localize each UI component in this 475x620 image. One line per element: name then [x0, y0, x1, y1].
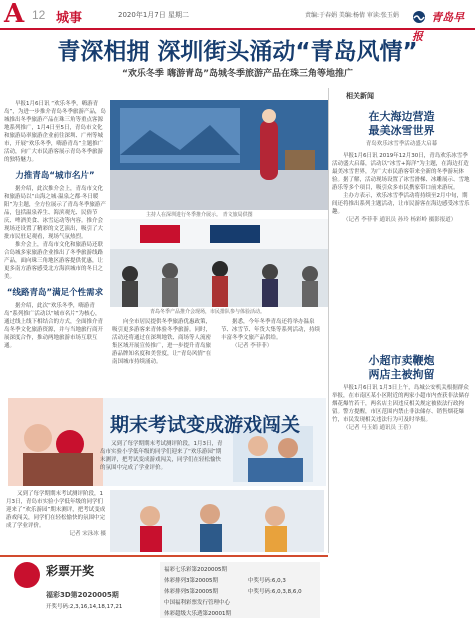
lottery-row-5: 体彩超级大乐透第20001期 [164, 611, 231, 617]
lottery-numbers-3: 中奖号码:6,0,3,8,6,0 [248, 589, 302, 595]
lottery-row-1: 福彩七乐彩第2020005期 [164, 567, 227, 573]
lottery-row-4: 中国福利彩票发行管理中心 [164, 600, 231, 606]
small-news-title-line2: 两店主被拘留 [368, 368, 435, 381]
related-title-line1: 在大海边营造 [368, 110, 435, 123]
related-news-label: 相关新闻 [346, 92, 374, 100]
presenter-photo [110, 100, 328, 210]
event-crowd-icon [110, 219, 328, 307]
newspaper-name: 青岛早报 [412, 11, 465, 43]
article-lead: 早报1月6日讯 “欢乐冬季，嗨游青岛”，为进一步推介青岛冬季旅游产品，岛城推出冬季旅游产品在珠三角等重点客源地系列推广，1月4日至5日，青岛市文化和旅游局率旅游企业前往深圳、广州等城市，开展“欢乐冬季，嗨游青岛”主题推广活动，向广大市民游客展示青岛冬季旅游的独特魅力。 [4, 101, 106, 163]
lottery-title: 彩票开奖 [46, 564, 95, 578]
exam-photo [110, 490, 324, 552]
small-news-body [332, 384, 472, 554]
middle-signature: （记者 李菲菲） [232, 343, 273, 349]
photo-top-caption: 主持人在深圳进行冬季推介展示。 青文旅局供图 [146, 212, 253, 218]
column-divider [328, 88, 329, 553]
photo-mid-caption: 青岛冬季产品推介会现场，市民排队参与体验活动。 [150, 309, 266, 315]
middle-body-2: 据悉，今年冬季青岛还将举办温泉节、冰雪节、年货大集等系列活动，持续丰富冬季文旅产品供给。 [221, 319, 321, 341]
left-article-column [4, 100, 106, 400]
article-subtitle-1: 力推青岛“城市名片” [15, 171, 95, 181]
exam-body: 又到了每学期期末考试测评阶段，1月3日，青岛市实验小学低年级的同学们迎来了“欢乐游园”期末测评，把考试变成游戏闯关，同学们在轻松愉快的氛围中完成了学业评价。 [6, 491, 106, 529]
editor-credits: 责编:于春娟 美编:杨倩 审读:张玉娟 [305, 12, 399, 19]
section-letter: A [4, 0, 25, 29]
lottery-logo-icon [14, 562, 40, 588]
middle-article-columns [112, 318, 324, 390]
middle-body: 向全市居民提供冬季旅游优惠政策，吸引更多游客来青体验冬季旅游。同时，活动还将通过在深圳地铁、商场等人流密集区域开展宣传推广，进一步提升青岛旅游品牌知名度和美誉度，让“青岛风情”在南国城市持续涌动。 [112, 319, 212, 365]
exam-signature: 记者 宋泳冰 摄 [69, 531, 106, 537]
page-header [0, 0, 475, 43]
small-news-title-line1: 小超市卖鞭炮 [368, 354, 435, 367]
related-signature: （记者 李菲菲 通讯员 孙玲 杨彩岭 摄影报道） [343, 217, 457, 223]
small-news-text: 早报1月6日讯 1月3日上午，岛城公安机关根据群众举报，在市南区某小区附近的两家小超市内查获非法储存烟花爆竹若干，两名店主因违反相关规定被依法行政拘留。警方提醒，市区范围内禁止非法储存、销售烟花爆竹，市民发现相关违法行为可及时举报。 [332, 385, 470, 423]
article-body-1b: 推介会上，青岛市文化和旅游局还联合岛城多家旅游企业推出了冬季旅游线路产品，面向珠三角地区游客提供优惠，让更多南方游客感受北方海滨城市的冬日之美。 [4, 242, 104, 280]
section-name: 城事 [56, 11, 83, 26]
related-title-line2: 最美冰雪世界 [368, 124, 435, 137]
event-photo [110, 219, 328, 307]
lottery-numbers-1: 开奖号码:2,3,16,14,18,17,21 [46, 604, 123, 610]
article-subtitle-2: “线路青岛”满足个性需求 [6, 288, 104, 298]
classroom-scene-icon [110, 490, 324, 552]
related-body-2: 主办方表示，欢乐冰雪季活动将持续至2月中旬，期间还将推出系列主题活动，让市民游客在海边感受冰雪乐趣。 [332, 193, 470, 215]
page-number: 12 [32, 8, 46, 22]
main-subheadline: “欢乐冬季 嗨游青岛”岛城冬季旅游产品在珠三角等地推广 [122, 69, 353, 79]
article-body-1: 据介绍，此次推介会上，青岛市文化和旅游局以“山海之城·温泉之都·冬日暖阳”为主题，全方位展示了青岛冬季旅游产品，包括温泉养生、海滨观光、民俗节庆、啤酒美食、冰雪运动等内容。推介会现场还设置了精彩的文艺演出，吸引了大批市民驻足观看，现场气氛热烈。 [4, 186, 106, 240]
newspaper-logo [412, 6, 468, 43]
related-deck: 青岛欢乐冰雪季活动盛大启幕 [365, 141, 438, 147]
related-article-body [332, 152, 472, 347]
small-news-signature: （记者 马玉娟 通讯员 王蓓） [343, 425, 415, 431]
stage-scene-icon [110, 100, 328, 210]
exam-snippet [100, 440, 225, 484]
exam-snippet-text: 又到了每学期期末考试测评阶段，1月3日，青岛市实验小学低年级的同学们迎来了“欢乐游园”期末测评，把考试变成游戏闯关，同学们在轻松愉快的氛围中完成了学业评价。 [100, 441, 223, 471]
lottery-numbers-2: 中奖号码:6,0,3 [248, 578, 286, 584]
exam-body-column [6, 490, 106, 550]
lottery-row-3: 体彩排列5第20005期 [164, 589, 218, 595]
wave-logo-icon [412, 10, 426, 24]
article-body-2: 据介绍，此次“欢乐冬季，嗨游青岛”系列推广活动以“城市名片”为核心，通过线上线下相结合的方式，全面推介青岛冬季文化旅游资源，并与当地旅行商开展深度合作，推动两地旅游市场互联互通。 [4, 303, 104, 349]
related-body: 早报1月6日讯 2019年12月30日，青岛欢乐冰雪季活动盛大启幕，活动以“冰雪+海洋”为主题，在海边打造最美冰雪世界，为广大市民游客带来全新的冬季游玩体验。据了解，活动现场设置了冰雪滑梯、冰雕展示、雪地游乐等多个项目，吸引众多市民携家带口前来游玩。 [332, 153, 470, 191]
issue-date: 2020年1月7日 星期二 [118, 11, 189, 19]
lottery-row-2: 体彩排列3第20005期 [164, 578, 218, 584]
lottery-subtitle: 福彩3D第2020005期 [46, 591, 119, 599]
exam-headline: 期末考试变成游戏闯关 [110, 414, 301, 436]
main-headline: 青深相拥 深圳街头涌动“青岛风情” [57, 39, 418, 65]
